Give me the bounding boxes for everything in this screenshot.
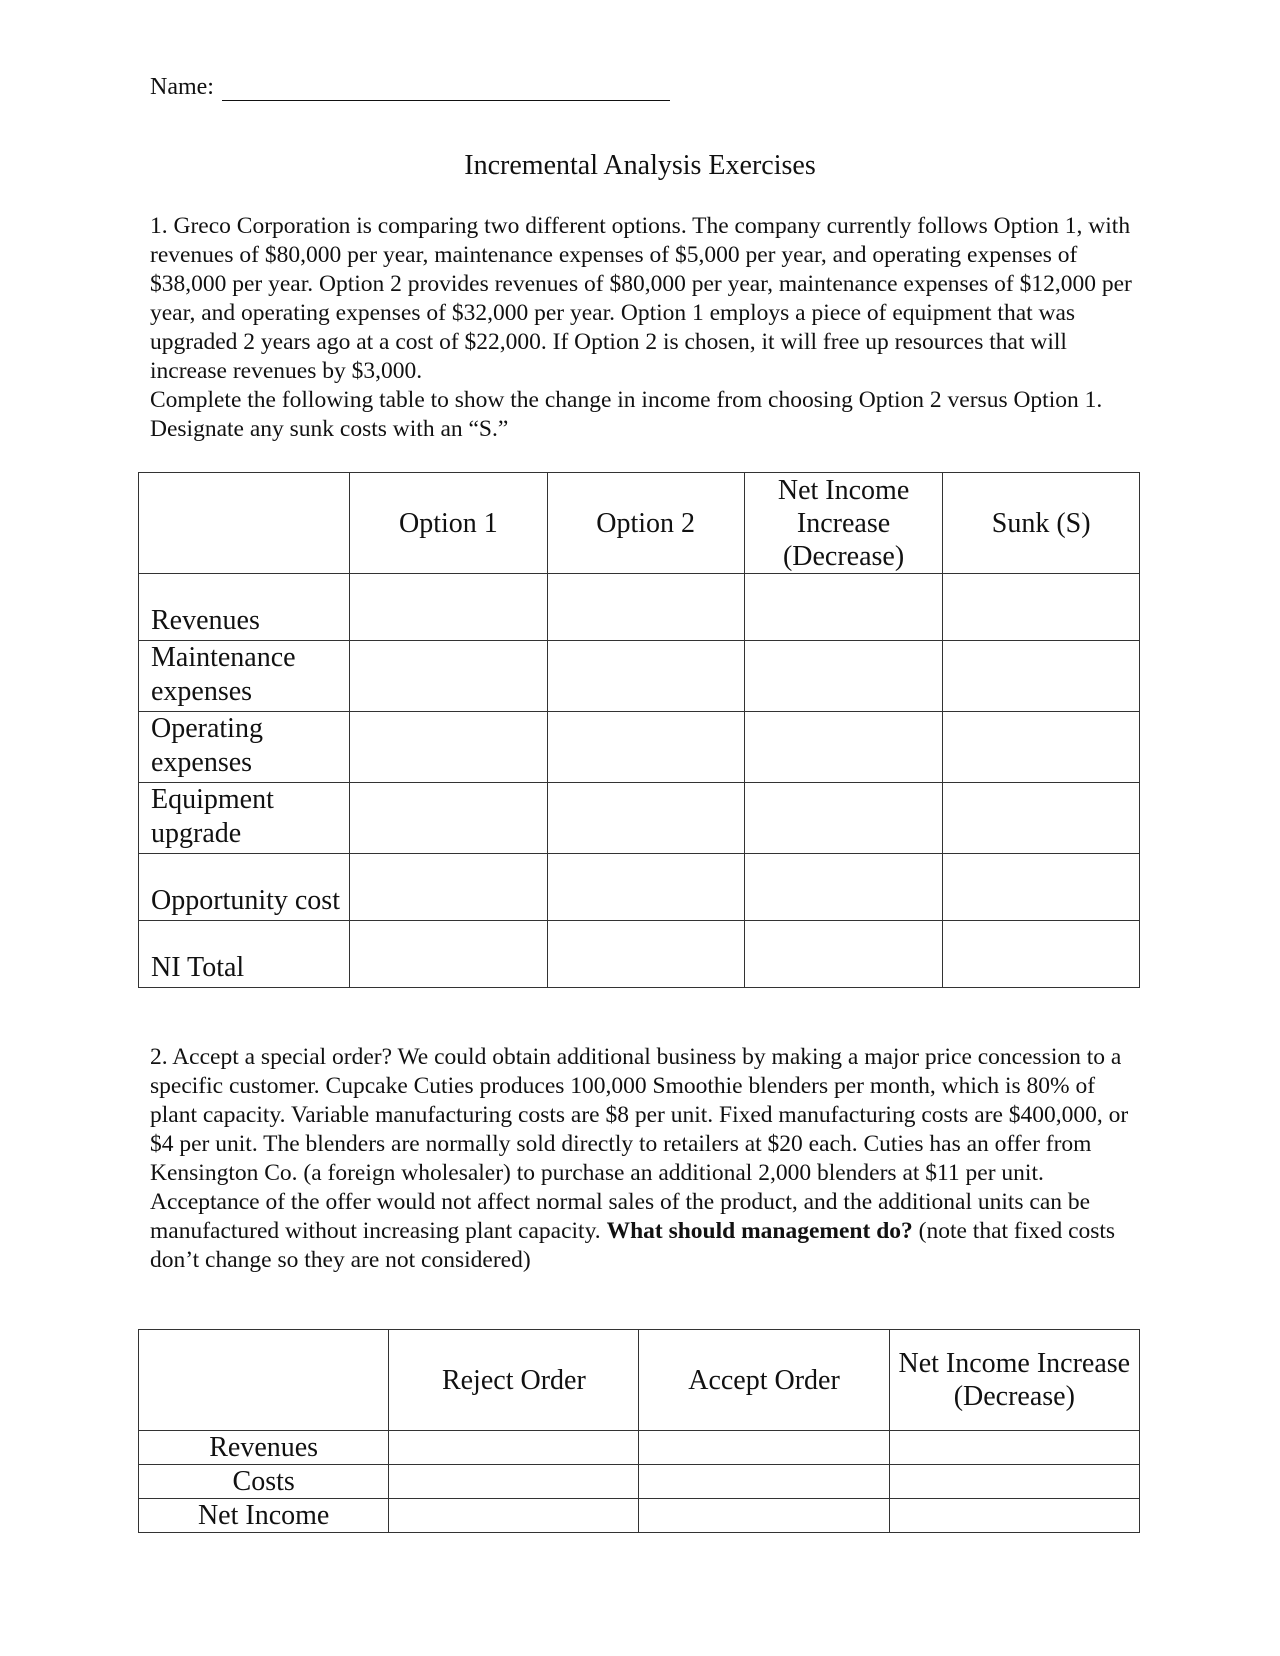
question-2-text: [150, 1043, 1140, 1275]
page-title: Incremental Analysis Exercises: [464, 150, 816, 181]
answer-cell[interactable]: [547, 783, 744, 854]
question-1-text: 1. Greco Corporation is comparing two different options. The company currently follows Option 1, with revenues of $80,000 per year, maintenance expenses of $5,000 per year, and operating expenses of $38,000 per year. Option 2 provides revenues of $80,000 per year, maintenance expenses of $12,000 per year, and operating expenses of $32,000 per year. Option 1 employs a piece of equipment that was upgraded 2 years ago at a cost of $22,000. If Option 2 is chosen, it will free up resources that will increase revenues by $3,000.: [150, 213, 1132, 384]
row-label-text: NI Total: [151, 952, 245, 983]
special-order-table: [138, 1329, 1140, 1533]
question-2-body: 2. Accept a special order? We could obtain additional business by making a major price concession to a specific customer. Cupcake Cuties produces 100,000 Smoothie blenders per month, which is 80% of plant capacity. Variable manufacturing costs are $8 per unit. Fixed manufacturing costs are $400,000, or $4 per unit. The blenders are normally sold directly to retailers at $20 each. Cuties has an offer from Kensington Co. (a foreign wholesaler) to purchase an additional 2,000 blenders at $11 per unit. Acceptance of the offer would not affect normal sales of the product, and the additional units can be manufactured without increasing plant capacity.: [150, 1044, 1129, 1244]
row-label-revenues: [139, 574, 350, 641]
row-label-operating: [139, 712, 350, 783]
table-row: [139, 921, 1140, 988]
header-net-income-change: Net Income Increase (Decrease): [744, 473, 943, 574]
question-1: [150, 212, 1140, 444]
name-line: [150, 74, 670, 101]
answer-cell[interactable]: [744, 921, 943, 988]
table-row: [139, 783, 1140, 854]
answer-cell[interactable]: [889, 1431, 1139, 1465]
header-sunk: Sunk (S): [943, 473, 1140, 574]
header-cell-blank: [139, 1330, 389, 1431]
answer-cell[interactable]: [547, 574, 744, 641]
answer-cell[interactable]: [547, 712, 744, 783]
row-label-text: Revenues: [151, 605, 260, 636]
answer-cell[interactable]: [889, 1499, 1139, 1533]
answer-cell[interactable]: [639, 1465, 889, 1499]
question-2-prompt: What should management do?: [606, 1218, 913, 1244]
row-label-ni-total: [139, 921, 350, 988]
answer-cell[interactable]: [744, 641, 943, 712]
table-row: [139, 1465, 1140, 1499]
answer-cell[interactable]: [943, 783, 1140, 854]
answer-cell[interactable]: [639, 1499, 889, 1533]
row-label-costs: Costs: [139, 1465, 389, 1499]
table-row: [139, 574, 1140, 641]
option-comparison-table: [138, 472, 1140, 988]
answer-cell[interactable]: [389, 1499, 639, 1533]
answer-cell[interactable]: [943, 641, 1140, 712]
table-header-row: [139, 473, 1140, 574]
header-cell-blank: [139, 473, 350, 574]
answer-cell[interactable]: [547, 921, 744, 988]
answer-cell[interactable]: [943, 712, 1140, 783]
header-accept-order: Accept Order: [639, 1330, 889, 1431]
answer-cell[interactable]: [943, 854, 1140, 921]
question-2-note: (note that fixed costs don’t change so they are not considered): [150, 1218, 1116, 1273]
answer-cell[interactable]: [744, 574, 943, 641]
header-net-income-change: Net Income Increase (Decrease): [889, 1330, 1139, 1431]
question-1-instruction: Complete the following table to show the change in income from choosing Option 2 versus Option 1. Designate any sunk costs with an “S.”: [150, 387, 1103, 442]
row-label-maintenance: [139, 641, 350, 712]
answer-cell[interactable]: [350, 854, 547, 921]
answer-cell[interactable]: [744, 783, 943, 854]
row-label-text: Equipment upgrade: [151, 784, 274, 849]
answer-cell[interactable]: [744, 854, 943, 921]
row-label-text: Operating expenses: [151, 713, 263, 778]
answer-cell[interactable]: [943, 574, 1140, 641]
row-label-text: Opportunity cost: [151, 885, 340, 916]
row-label-revenues: Revenues: [139, 1431, 389, 1465]
table-row: [139, 1499, 1140, 1533]
answer-cell[interactable]: [547, 854, 744, 921]
row-label-net-income: Net Income: [139, 1499, 389, 1533]
table-row: [139, 854, 1140, 921]
answer-cell[interactable]: [350, 783, 547, 854]
header-reject-order: Reject Order: [389, 1330, 639, 1431]
table-row: [139, 712, 1140, 783]
header-option-1: Option 1: [350, 473, 547, 574]
table-row: [139, 641, 1140, 712]
answer-cell[interactable]: [389, 1431, 639, 1465]
name-blank[interactable]: [222, 78, 670, 101]
name-label: Name:: [150, 74, 214, 100]
answer-cell[interactable]: [350, 574, 547, 641]
answer-cell[interactable]: [350, 921, 547, 988]
answer-cell[interactable]: [350, 641, 547, 712]
header-option-2: Option 2: [547, 473, 744, 574]
table-row: [139, 1431, 1140, 1465]
answer-cell[interactable]: [350, 712, 547, 783]
answer-cell[interactable]: [547, 641, 744, 712]
row-label-opportunity: [139, 854, 350, 921]
answer-cell[interactable]: [744, 712, 943, 783]
row-label-text: Maintenance expenses: [151, 642, 296, 707]
question-2: [150, 1043, 1140, 1275]
answer-cell[interactable]: [639, 1431, 889, 1465]
answer-cell[interactable]: [943, 921, 1140, 988]
answer-cell[interactable]: [889, 1465, 1139, 1499]
row-label-equipment: [139, 783, 350, 854]
table-header-row: [139, 1330, 1140, 1431]
answer-cell[interactable]: [389, 1465, 639, 1499]
